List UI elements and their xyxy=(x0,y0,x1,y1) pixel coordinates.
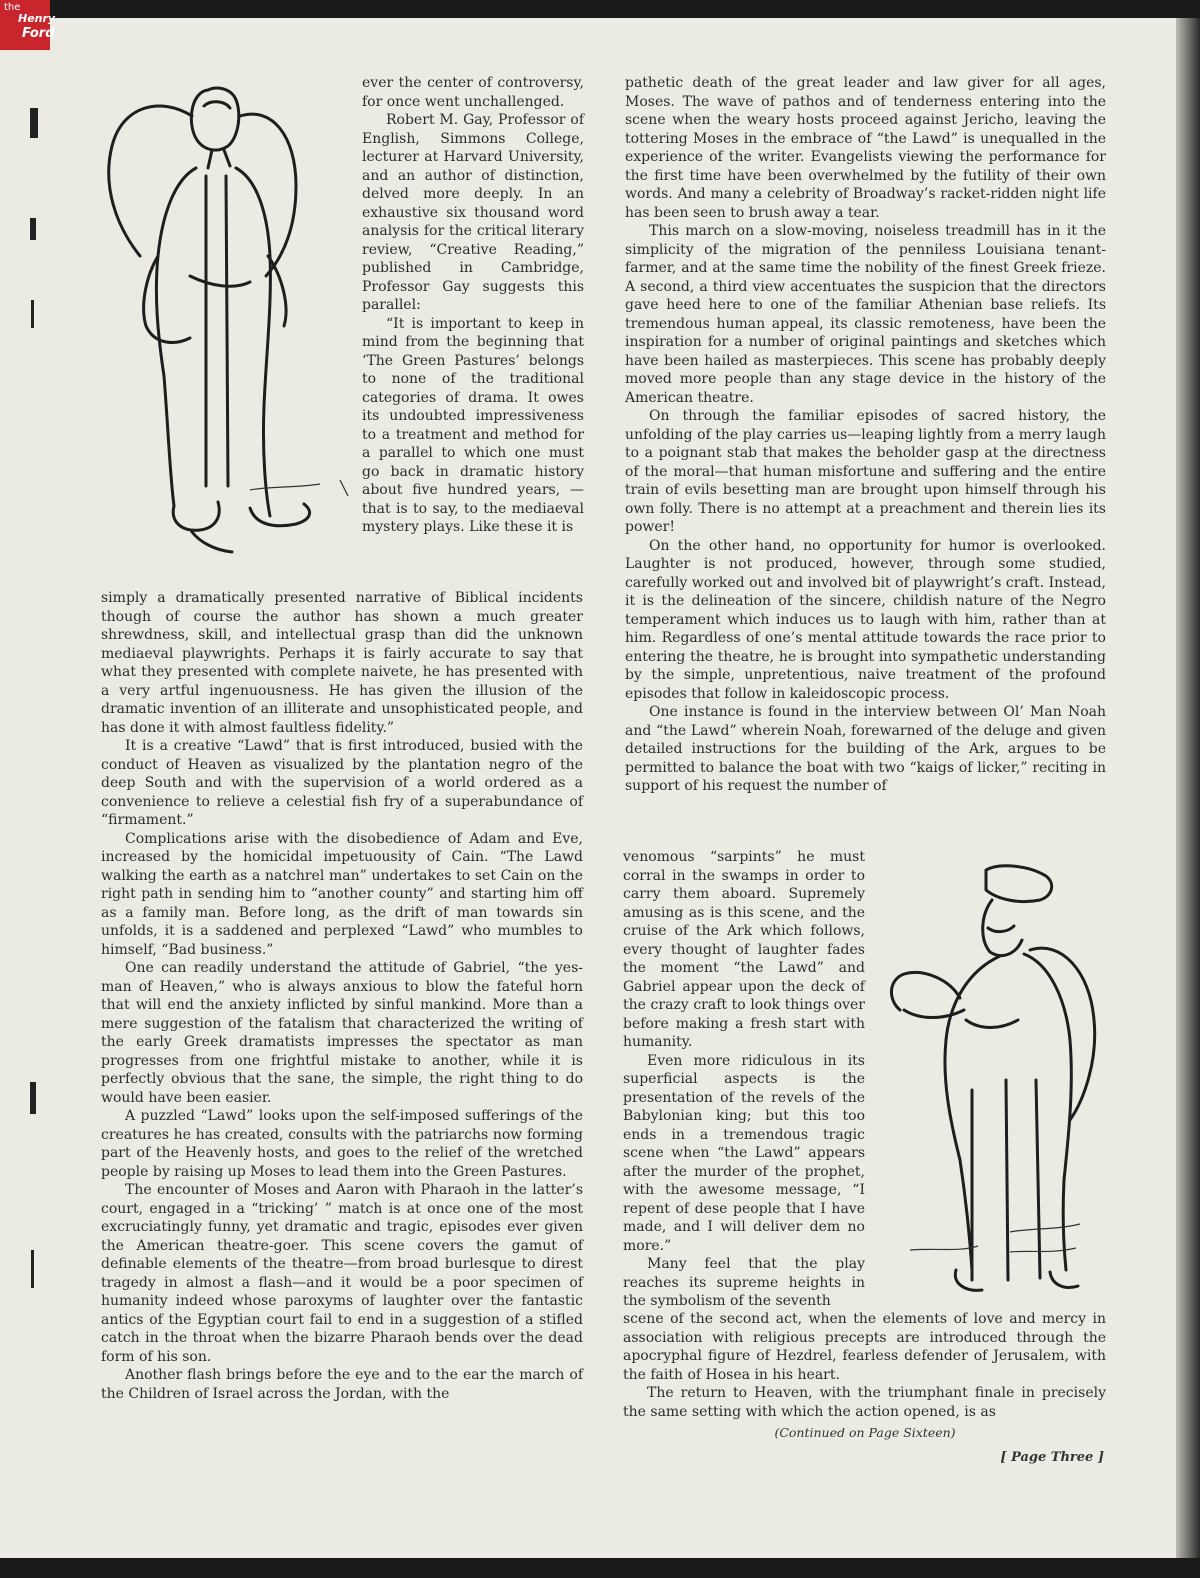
article-paragraph: On through the familiar episodes of sacred history, the unfolding of the play carries us—leaping lightly from a merry laugh to a poignant stab that makes the beholder gasp at the directness of the moral—that human misfortune and suffering and the entire train of evils besetting man are brought upon himself through his own folly. There is no attempt at a preachment and therein lies its power! xyxy=(625,408,1106,535)
margin-mark xyxy=(30,108,38,138)
noah-cook-sketch-illustration xyxy=(880,860,1112,1300)
article-paragraph: Even more ridiculous in its superficial aspects is the presentation of the revels of the Babylonian king; but this too ends in a tremendous tragic scene when “the Lawd” appears after the murder of the prophet, with the awesome message, “I repent of dese people that I have made, and I will deliver dem no more.” xyxy=(623,1052,865,1254)
article-paragraph: This march on a slow-moving, noiseless treadmill has in it the simplicity of the migration of the penniless Louisiana tenant-farmer, and at the same time the nobility of the finest Greek frieze. A second, a third view accentuates the suspicion that the directors gave heed here to one of the familiar Athenian base reliefs. Its tremendous human appeal, its classic remoteness, have been the inspiration for a number of original paintings and sketches which have been hailed as masterpieces. This scene has probably deeply moved more people than any stage device in the history of the American theatre. xyxy=(625,223,1106,406)
article-column-right xyxy=(625,74,1106,796)
article-paragraph: scene of the second act, when the elements of love and mercy in association with religious precepts are introduced through the apocryphal figure of Hezdrel, fearless defender of Jerusalem, with the faith of Hosea in his heart. xyxy=(623,1311,1106,1383)
article-paragraph: ever the center of controversy, for once went unchallenged. xyxy=(362,75,584,110)
page-number-label: [ Page Three ] xyxy=(1000,1450,1104,1465)
angel-sketch-illustration xyxy=(100,76,362,562)
article-paragraph: Robert M. Gay, Professor of English, Simmons College, lecturer at Harvard University, and an author of distinction, delved more deeply. In an exhaustive six thousand word analysis for the critical literary review, “Creative Reading,” published in Cambridge, Professor Gay suggests this parallel: xyxy=(362,112,584,313)
margin-mark xyxy=(30,1082,36,1114)
article-paragraph: One can readily understand the attitude of Gabriel, “the yes-man of Heaven,” who is always anxious to blow the fateful horn that will end the anxiety inflicted by sinful mankind. More than a mere suggestion of the fatalism that characterized the writing of the early Greek dramatists impresses the spectator as man progresses from one frightful mistake to another, while it is perfectly obvious that the sane, the simple, the right thing to do would have been easier. xyxy=(101,960,583,1106)
article-paragraph: Complications arise with the disobedience of Adam and Eve, increased by the homicidal impetuousity of Cain. “The Lawd walking the earth as a natchrel man” undertakes to set Cain on the right path in sending him to “another county” and starting him off as a family man. Before long, as the drift of man towards sin unfolds, it is a saddened and perplexed “Lawd” who mumbles to himself, “Bad business.” xyxy=(101,830,583,958)
article-paragraph: Another flash brings before the eye and to the ear the march of the Children of Israel across the Jordan, with the xyxy=(101,1367,583,1402)
article-paragraph: It is a creative “Lawd” that is first introduced, busied with the conduct of Heaven as visualized by the plantation negro of the deep South and with the supervision of a world ordered as a convenience to relieve a celestial fish fry of a superabundance of “firmament.” xyxy=(101,738,583,828)
article-column-left xyxy=(101,589,583,1403)
article-column-bottom-right xyxy=(623,1310,1106,1421)
logo-line-2: Henry xyxy=(18,12,56,25)
article-paragraph: Many feel that the play reaches its supreme heights in the symbolism of the seventh xyxy=(623,1256,865,1309)
article-paragraph: pathetic death of the great leader and law giver for all ages, Moses. The wave of pathos and of tenderness entering into the scene when the weary hosts proceed against Jericho, leaving the tottering Moses in the embrace of “the Lawd” is unequalled in the experience of the writer. Evangelists viewing the performance for the first time have been overwhelmed by the futility of their own words. And many a celebrity of Broadway’s racket-ridden night life has been seen to brush away a tear. xyxy=(625,75,1106,221)
article-paragraph: The encounter of Moses and Aaron with Pharaoh in the latter’s court, engaged in a “tricking’ ” match is at once one of the most excruciatingly funny, yet dramatic and tragic, episodes ever given the American theatre-goer. This scene covers the gamut of definable elements of the theatre—from broad burlesque to direst tragedy in almost a flash—and it would be a poor specimen of humanity indeed whose paroxyms of laughter over the fantastic antics of the Egyptian court fail to end in a suggestion of a stifled catch in the throat when the bizarre Pharaoh bends over the dead form of his son. xyxy=(101,1182,583,1365)
margin-mark xyxy=(31,300,34,328)
article-paragraph: A puzzled “Lawd” looks upon the self-imposed sufferings of the creatures he has created, consults with the patriarchs now forming part of the Heavenly hosts, and goes to the relief of the wretched people by raising up Moses to lead them into the Green Pastures. xyxy=(101,1108,583,1180)
article-column-right-narrow xyxy=(623,848,865,1311)
article-column-top-left xyxy=(362,74,584,537)
margin-mark xyxy=(31,1250,34,1288)
article-paragraph: The return to Heaven, with the triumphant finale in precisely the same setting with which the action opened, is as xyxy=(623,1385,1106,1420)
page-edge-shadow xyxy=(1176,18,1200,1558)
article-paragraph: One instance is found in the interview between Ol’ Man Noah and “the Lawd” wherein Noah, forewarned of the deluge and given detailed instructions for the building of the Ark, argues to be permitted to balance the boat with two “kaigs of licker,” reciting in support of his request the number of xyxy=(625,704,1106,794)
continued-note: (Continued on Page Sixteen) xyxy=(774,1425,956,1440)
logo-line-1: the xyxy=(4,2,21,13)
article-paragraph: venomous “sarpints” he must corral in the swamps in order to carry them aboard. Supremely amusing as is this scene, and the cruise of the Ark which follows, every thought of laughter fades the moment “the Lawd” and Gabriel appear upon the deck of the crazy craft to look things over before making a fresh start with humanity. xyxy=(623,849,865,1050)
article-paragraph: “It is important to keep in mind from the beginning that ‘The Green Pastures’ belongs to none of the traditional categories of drama. It owes its undoubted impressiveness to a treatment and method for a parallel to which one must go back in dramatic history about five hundred years, — that is to say, to the mediaeval mystery plays. Like these it is xyxy=(362,315,584,535)
logo-line-3: Ford xyxy=(22,26,55,41)
margin-mark xyxy=(30,218,36,240)
article-paragraph: On the other hand, no opportunity for humor is overlooked. Laughter is not produced, however, through some studied, carefully worked out and involved bit of playwright’s craft. Instead, it is the delineation of the sincere, childish nature of the Negro temperament which induces us to laugh with him, rather than at him. Regardless of one’s mental attitude towards the race prior to entering the theatre, he is brought into sympathetic understanding by the simple, unpretentious, naive treatment of the profound episodes that follow in kaleidoscopic process. xyxy=(625,537,1106,702)
henry-ford-logo[interactable] xyxy=(0,0,56,50)
article-paragraph: simply a dramatically presented narrative of Biblical incidents though of course the author has shown a much greater shrewdness, skill, and intellectual grasp than did the unknown mediaeval playwrights. Perhaps it is fairly accurate to say that what they presented with complete naivete, he has presented with a very artful ingenuousness. He has given the illusion of the dramatic invention of an illiterate and unsophisticated people, and has done it with almost faultless fidelity.” xyxy=(101,590,583,736)
